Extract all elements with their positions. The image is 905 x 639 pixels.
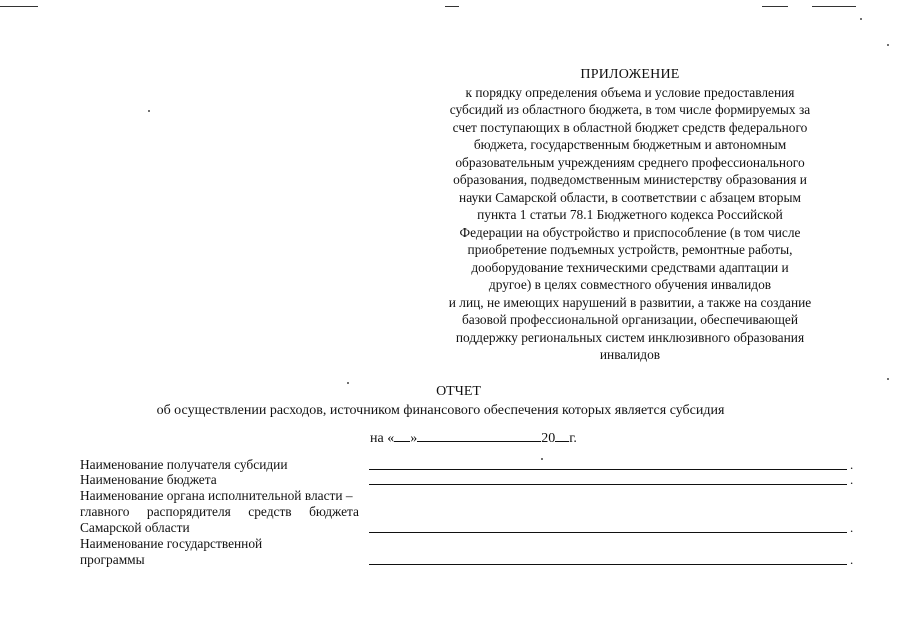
field-end-dot: . xyxy=(850,472,854,487)
date-year-prefix: 20 xyxy=(541,431,556,446)
budget-label: Наименование бюджета xyxy=(80,472,217,487)
appendix-line: науки Самарской области, в соответствии с абзацем вторым xyxy=(459,189,801,205)
appendix-line: базовой профессиональной организации, обеспечивающей xyxy=(461,312,799,327)
appendix-line: субсидий из областного бюджета, в том числе формируемых за xyxy=(449,102,811,117)
field-end-dot: . xyxy=(850,457,854,472)
appendix-line: другое) в целях совместного обучения инвалидов xyxy=(488,277,772,292)
scan-speck xyxy=(860,18,862,20)
date-day-blank[interactable] xyxy=(394,427,410,442)
program-input-line[interactable] xyxy=(369,564,847,565)
appendix-line: счет поступающих в областной бюджет средств федерального xyxy=(452,119,808,135)
date-prefix: на « xyxy=(370,431,395,446)
appendix-line: приобретение подъемных устройств, ремонтные работы, xyxy=(467,242,793,257)
scan-speck xyxy=(887,44,889,46)
appendix-line: поддержку региональных систем инклюзивного образования xyxy=(455,329,805,345)
appendix-heading: ПРИЛОЖЕНИЕ xyxy=(580,67,680,82)
scan-speck xyxy=(148,110,150,112)
appendix-line: образования, подведомственным министерству образования и xyxy=(453,172,807,187)
appendix-line: образовательным учреждениям среднего профессионального xyxy=(455,154,805,170)
date-month-blank[interactable] xyxy=(417,427,541,442)
authority-label-line3: Самарской области xyxy=(80,520,190,535)
program-label-line1: Наименование государственной xyxy=(80,536,263,551)
appendix-line: к порядку определения объема и условие предоставления xyxy=(465,84,795,100)
appendix-line: инвалидов xyxy=(599,347,661,362)
field-end-dot: . xyxy=(850,552,854,567)
appendix-line: пункта 1 статьи 78.1 Бюджетного кодекса Российской xyxy=(477,207,783,222)
authority-label-line2: главного распорядителя средств бюджета xyxy=(80,504,359,519)
field-end-dot: . xyxy=(850,520,854,535)
date-year-blank[interactable] xyxy=(555,427,569,442)
report-title: ОТЧЕТ xyxy=(436,384,481,399)
report-subtitle: об осуществлении расходов, источником финансового обеспечения которых является субсидия xyxy=(156,403,725,418)
recipient-input-line[interactable] xyxy=(369,469,847,470)
authority-input-line[interactable] xyxy=(369,532,847,533)
scan-edge-line xyxy=(762,6,788,7)
appendix-line: и лиц, не имеющих нарушений в развитии, а также на создание xyxy=(448,294,812,310)
date-mid: » xyxy=(410,431,418,446)
program-label-line2: программы xyxy=(80,552,145,567)
date-suffix: г. xyxy=(569,431,577,446)
scan-edge-line xyxy=(445,6,459,7)
appendix-block xyxy=(395,66,865,364)
appendix-line: бюджета, государственным бюджетным и автономным xyxy=(473,137,787,152)
appendix-line: дооборудование техническими средствами адаптации и xyxy=(471,259,789,275)
scan-edge-line xyxy=(812,6,856,7)
scan-speck xyxy=(541,458,543,460)
appendix-line: Федерации на обустройство и приспособление (в том числе xyxy=(459,224,801,240)
scan-edge-line xyxy=(0,6,38,7)
scan-speck xyxy=(887,378,889,380)
authority-label-line1: Наименование органа исполнительной власти – xyxy=(80,488,353,503)
recipient-label: Наименование получателя субсидии xyxy=(80,457,288,472)
report-date-line xyxy=(370,427,577,447)
budget-input-line[interactable] xyxy=(369,484,847,485)
